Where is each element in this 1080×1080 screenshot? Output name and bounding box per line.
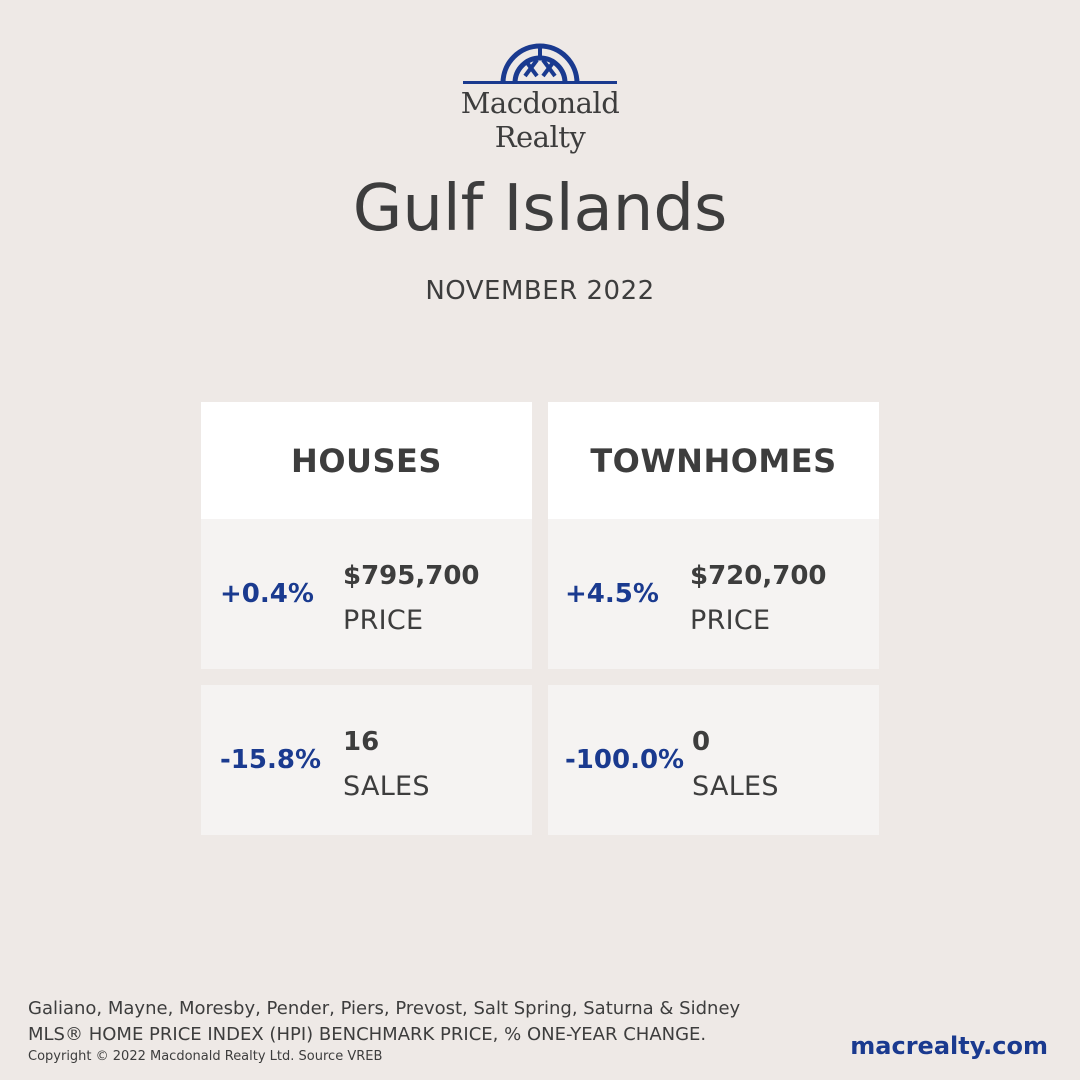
houses-price-change: +0.4% xyxy=(220,579,314,609)
townhomes-price-card xyxy=(548,519,879,669)
townhomes-sales-card xyxy=(548,685,879,835)
sunrise-arch-logo-icon xyxy=(463,40,617,86)
houses-sales-change: -15.8% xyxy=(220,745,321,775)
brand-name-line2: Realty xyxy=(494,120,586,154)
townhomes-price-change: +4.5% xyxy=(565,579,659,609)
footer-areas: Galiano, Mayne, Moresby, Pender, Piers, Prevost, Salt Spring, Saturna & Sidney xyxy=(28,998,741,1019)
page-title: Gulf Islands xyxy=(352,172,728,246)
houses-sales-label: SALES xyxy=(343,771,430,802)
townhomes-price-label: PRICE xyxy=(690,605,771,636)
website-link[interactable]: macrealty.com xyxy=(850,1032,1048,1060)
brand-logo xyxy=(0,40,1080,154)
townhomes-sales-change: -100.0% xyxy=(565,745,685,775)
houses-sales-value: 16 xyxy=(343,727,380,757)
footer-index-note: MLS® HOME PRICE INDEX (HPI) BENCHMARK PRICE, % ONE-YEAR CHANGE. xyxy=(28,1024,707,1045)
houses-header: HOUSES xyxy=(201,402,532,519)
townhomes-sales-label: SALES xyxy=(692,771,779,802)
footer-copyright: Copyright © 2022 Macdonald Realty Ltd. Source VREB xyxy=(28,1049,383,1064)
townhomes-sales-value: 0 xyxy=(692,727,711,757)
townhomes-price-value: $720,700 xyxy=(690,561,827,591)
houses-price-value: $795,700 xyxy=(343,561,480,591)
houses-price-label: PRICE xyxy=(343,605,424,636)
houses-sales-card xyxy=(201,685,532,835)
townhomes-header: TOWNHOMES xyxy=(548,402,879,519)
brand-name-line1: Macdonald xyxy=(460,86,620,120)
report-period: NOVEMBER 2022 xyxy=(425,276,655,306)
houses-price-card xyxy=(201,519,532,669)
